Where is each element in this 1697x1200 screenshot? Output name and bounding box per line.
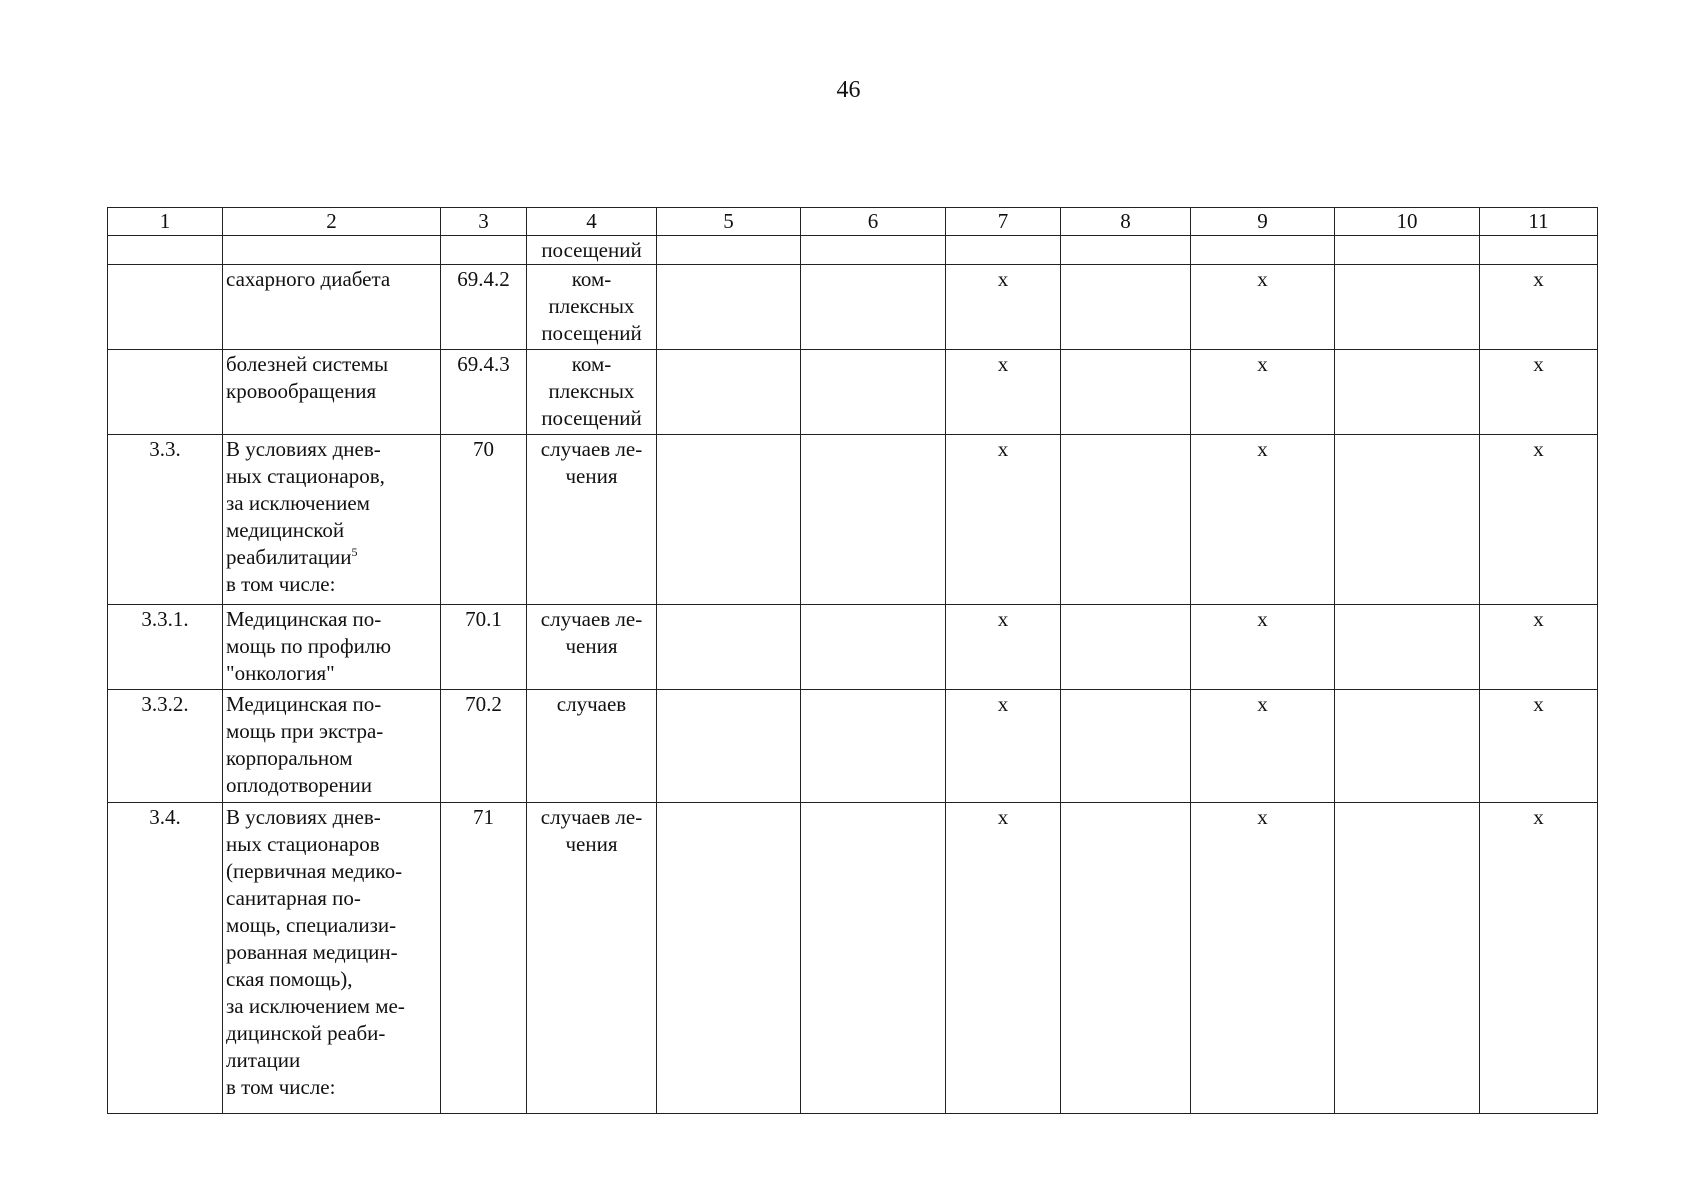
table-row xyxy=(108,236,1598,265)
indicator-name-cell xyxy=(223,265,441,350)
cell-text-line: ком- xyxy=(571,267,612,291)
value-cell-col-10 xyxy=(1335,350,1480,435)
cell-text-line: случаев ле- xyxy=(540,607,643,631)
value-cell-col-9 xyxy=(1191,265,1335,350)
cell-text-line: за исключением xyxy=(226,491,370,515)
cell-text-line: дицинской реаби- xyxy=(226,1021,386,1045)
value-cell-col-7 xyxy=(946,265,1061,350)
not-applicable-mark: x xyxy=(1533,805,1544,829)
row-code: 69.4.3 xyxy=(457,352,510,376)
cell-text-line: (первичная медико- xyxy=(226,859,403,883)
value-cell-col-6 xyxy=(801,265,946,350)
cell-text-line: посещений xyxy=(541,321,642,345)
row-code-cell xyxy=(441,605,527,690)
unit-cell xyxy=(527,803,657,1114)
cell-text-line: рованная медицин- xyxy=(226,940,398,964)
row-code-cell xyxy=(441,435,527,605)
table-row xyxy=(108,350,1598,435)
value-cell-col-8 xyxy=(1061,350,1191,435)
not-applicable-mark: x xyxy=(1533,607,1544,631)
value-cell-col-10 xyxy=(1335,236,1480,265)
not-applicable-mark: x xyxy=(1533,267,1544,291)
value-cell-col-6 xyxy=(801,803,946,1114)
cell-text-line: ская помощь), xyxy=(226,967,353,991)
not-applicable-mark: x xyxy=(1257,352,1268,376)
row-code-cell xyxy=(441,265,527,350)
cell-text-line: санитарная по- xyxy=(226,886,361,910)
value-cell-col-8 xyxy=(1061,605,1191,690)
cell-text-line: чения xyxy=(565,832,618,856)
not-applicable-mark: x xyxy=(1257,692,1268,716)
table-row xyxy=(108,435,1598,605)
value-cell-col-8 xyxy=(1061,236,1191,265)
cell-text-line: посещений xyxy=(541,238,642,262)
cell-text-line: Медицинская по- xyxy=(226,692,382,716)
cell-text-line: реабилитации xyxy=(226,545,352,569)
not-applicable-mark: x xyxy=(997,352,1009,376)
row-number: 3.3.2. xyxy=(141,692,189,716)
value-cell-col-9 xyxy=(1191,435,1335,605)
value-cell-col-6 xyxy=(801,350,946,435)
cell-text-line: оплодотворении xyxy=(226,773,373,797)
row-code: 69.4.2 xyxy=(457,267,510,291)
row-number: 3.4. xyxy=(149,805,181,829)
value-cell-col-11 xyxy=(1480,236,1598,265)
cell-text-line: чения xyxy=(565,464,618,488)
row-number-cell xyxy=(108,690,223,803)
value-cell-col-11 xyxy=(1480,265,1598,350)
value-cell-col-7 xyxy=(946,435,1061,605)
not-applicable-mark: x xyxy=(997,267,1009,291)
value-cell-col-10 xyxy=(1335,265,1480,350)
row-code-cell xyxy=(441,803,527,1114)
row-code-cell xyxy=(441,350,527,435)
value-cell-col-10 xyxy=(1335,435,1480,605)
value-cell-col-8 xyxy=(1061,435,1191,605)
cell-text-line: сахарного диабета xyxy=(226,267,391,291)
value-cell-col-5 xyxy=(657,350,801,435)
not-applicable-mark: x xyxy=(997,692,1009,716)
value-cell-col-11 xyxy=(1480,690,1598,803)
value-cell-col-5 xyxy=(657,605,801,690)
value-cell-col-9 xyxy=(1191,350,1335,435)
cell-text-line: корпоральном xyxy=(226,746,353,770)
unit-cell xyxy=(527,605,657,690)
row-number-cell xyxy=(108,350,223,435)
cell-text-line: ных стационаров, xyxy=(226,464,385,488)
cell-text-line: В условиях днев- xyxy=(226,805,381,829)
unit-cell xyxy=(527,265,657,350)
col-number: 7 xyxy=(946,208,1061,236)
value-cell-col-7 xyxy=(946,605,1061,690)
cell-text-line: ком- xyxy=(571,352,612,376)
row-code-cell xyxy=(441,236,527,265)
value-cell-col-5 xyxy=(657,435,801,605)
row-code: 70 xyxy=(473,437,494,461)
value-cell-col-9 xyxy=(1191,690,1335,803)
cell-text-line: мощь, специализи- xyxy=(226,913,397,937)
footnote-marker: 5 xyxy=(351,545,358,559)
table-row xyxy=(108,803,1598,1114)
value-cell-col-5 xyxy=(657,690,801,803)
col-number: 5 xyxy=(657,208,801,236)
table-row xyxy=(108,605,1598,690)
not-applicable-mark: x xyxy=(997,437,1009,461)
cell-text-line: В условиях днев- xyxy=(226,437,381,461)
not-applicable-mark: x xyxy=(1257,607,1268,631)
cell-text-line: литации xyxy=(226,1048,301,1072)
cell-text-line: плексных xyxy=(548,294,635,318)
page-number: 46 xyxy=(836,77,861,103)
cell-text-line: посещений xyxy=(541,406,642,430)
col-number: 1 xyxy=(108,208,223,236)
table-row xyxy=(108,690,1598,803)
col-number: 4 xyxy=(527,208,657,236)
indicator-name-cell xyxy=(223,350,441,435)
cell-text-line: кровообращения xyxy=(226,379,377,403)
unit-cell xyxy=(527,350,657,435)
value-cell-col-6 xyxy=(801,690,946,803)
value-cell-col-11 xyxy=(1480,605,1598,690)
col-number: 9 xyxy=(1191,208,1335,236)
unit-cell xyxy=(527,236,657,265)
row-number-cell xyxy=(108,236,223,265)
value-cell-col-7 xyxy=(946,236,1061,265)
value-cell-col-11 xyxy=(1480,350,1598,435)
cell-text-line: мощь по профилю xyxy=(226,634,392,658)
row-number-cell xyxy=(108,605,223,690)
value-cell-col-10 xyxy=(1335,605,1480,690)
value-cell-col-7 xyxy=(946,803,1061,1114)
indicator-name-cell xyxy=(223,803,441,1114)
cell-text-line: Медицинская по- xyxy=(226,607,382,631)
column-number-row xyxy=(108,208,1598,236)
value-cell-col-8 xyxy=(1061,803,1191,1114)
col-number: 11 xyxy=(1480,208,1598,236)
row-code: 70.1 xyxy=(465,607,502,631)
value-cell-col-8 xyxy=(1061,690,1191,803)
value-cell-col-11 xyxy=(1480,435,1598,605)
value-cell-col-8 xyxy=(1061,265,1191,350)
cell-text-line: плексных xyxy=(548,379,635,403)
value-cell-col-9 xyxy=(1191,803,1335,1114)
not-applicable-mark: x xyxy=(1257,437,1268,461)
cell-text-line: случаев ле- xyxy=(540,805,643,829)
col-number: 6 xyxy=(801,208,946,236)
cell-text-line: в том числе: xyxy=(226,572,336,596)
not-applicable-mark: x xyxy=(997,607,1009,631)
not-applicable-mark: x xyxy=(1533,692,1544,716)
value-cell-col-10 xyxy=(1335,803,1480,1114)
not-applicable-mark: x xyxy=(1257,805,1268,829)
row-number-cell xyxy=(108,265,223,350)
cell-text-line: чения xyxy=(565,634,618,658)
not-applicable-mark: x xyxy=(997,805,1009,829)
value-cell-col-6 xyxy=(801,435,946,605)
cell-text-line: случаев ле- xyxy=(540,437,643,461)
value-cell-col-11 xyxy=(1480,803,1598,1114)
not-applicable-mark: x xyxy=(1257,267,1268,291)
value-cell-col-9 xyxy=(1191,605,1335,690)
cell-text-line: "онкология" xyxy=(226,661,335,685)
cell-text-line: мощь при экстра- xyxy=(226,719,384,743)
value-cell-col-5 xyxy=(657,265,801,350)
table-row xyxy=(108,265,1598,350)
row-number-cell xyxy=(108,803,223,1114)
unit-cell xyxy=(527,690,657,803)
value-cell-col-10 xyxy=(1335,690,1480,803)
data-table xyxy=(107,207,1598,1114)
col-number: 2 xyxy=(223,208,441,236)
cell-text-line: в том числе: xyxy=(226,1075,336,1099)
row-number: 3.3.1. xyxy=(141,607,189,631)
indicator-name-cell xyxy=(223,605,441,690)
not-applicable-mark: x xyxy=(1533,352,1544,376)
value-cell-col-6 xyxy=(801,236,946,265)
indicator-name-cell xyxy=(223,435,441,605)
cell-text-line: медицинской xyxy=(226,518,345,542)
cell-text-line: за исключением ме- xyxy=(226,994,405,1018)
row-number-cell xyxy=(108,435,223,605)
row-number: 3.3. xyxy=(149,437,181,461)
row-code: 71 xyxy=(473,805,494,829)
row-code: 70.2 xyxy=(465,692,502,716)
value-cell-col-7 xyxy=(946,350,1061,435)
value-cell-col-7 xyxy=(946,690,1061,803)
not-applicable-mark: x xyxy=(1533,437,1544,461)
cell-text-line: болезней системы xyxy=(226,352,389,376)
col-number: 8 xyxy=(1061,208,1191,236)
indicator-name-cell xyxy=(223,690,441,803)
col-number: 10 xyxy=(1335,208,1480,236)
col-number: 3 xyxy=(441,208,527,236)
value-cell-col-5 xyxy=(657,803,801,1114)
indicator-name-cell xyxy=(223,236,441,265)
value-cell-col-6 xyxy=(801,605,946,690)
cell-text-line: случаев xyxy=(556,692,627,716)
row-code-cell xyxy=(441,690,527,803)
cell-text-line: ных стационаров xyxy=(226,832,380,856)
unit-cell xyxy=(527,435,657,605)
value-cell-col-9 xyxy=(1191,236,1335,265)
value-cell-col-5 xyxy=(657,236,801,265)
